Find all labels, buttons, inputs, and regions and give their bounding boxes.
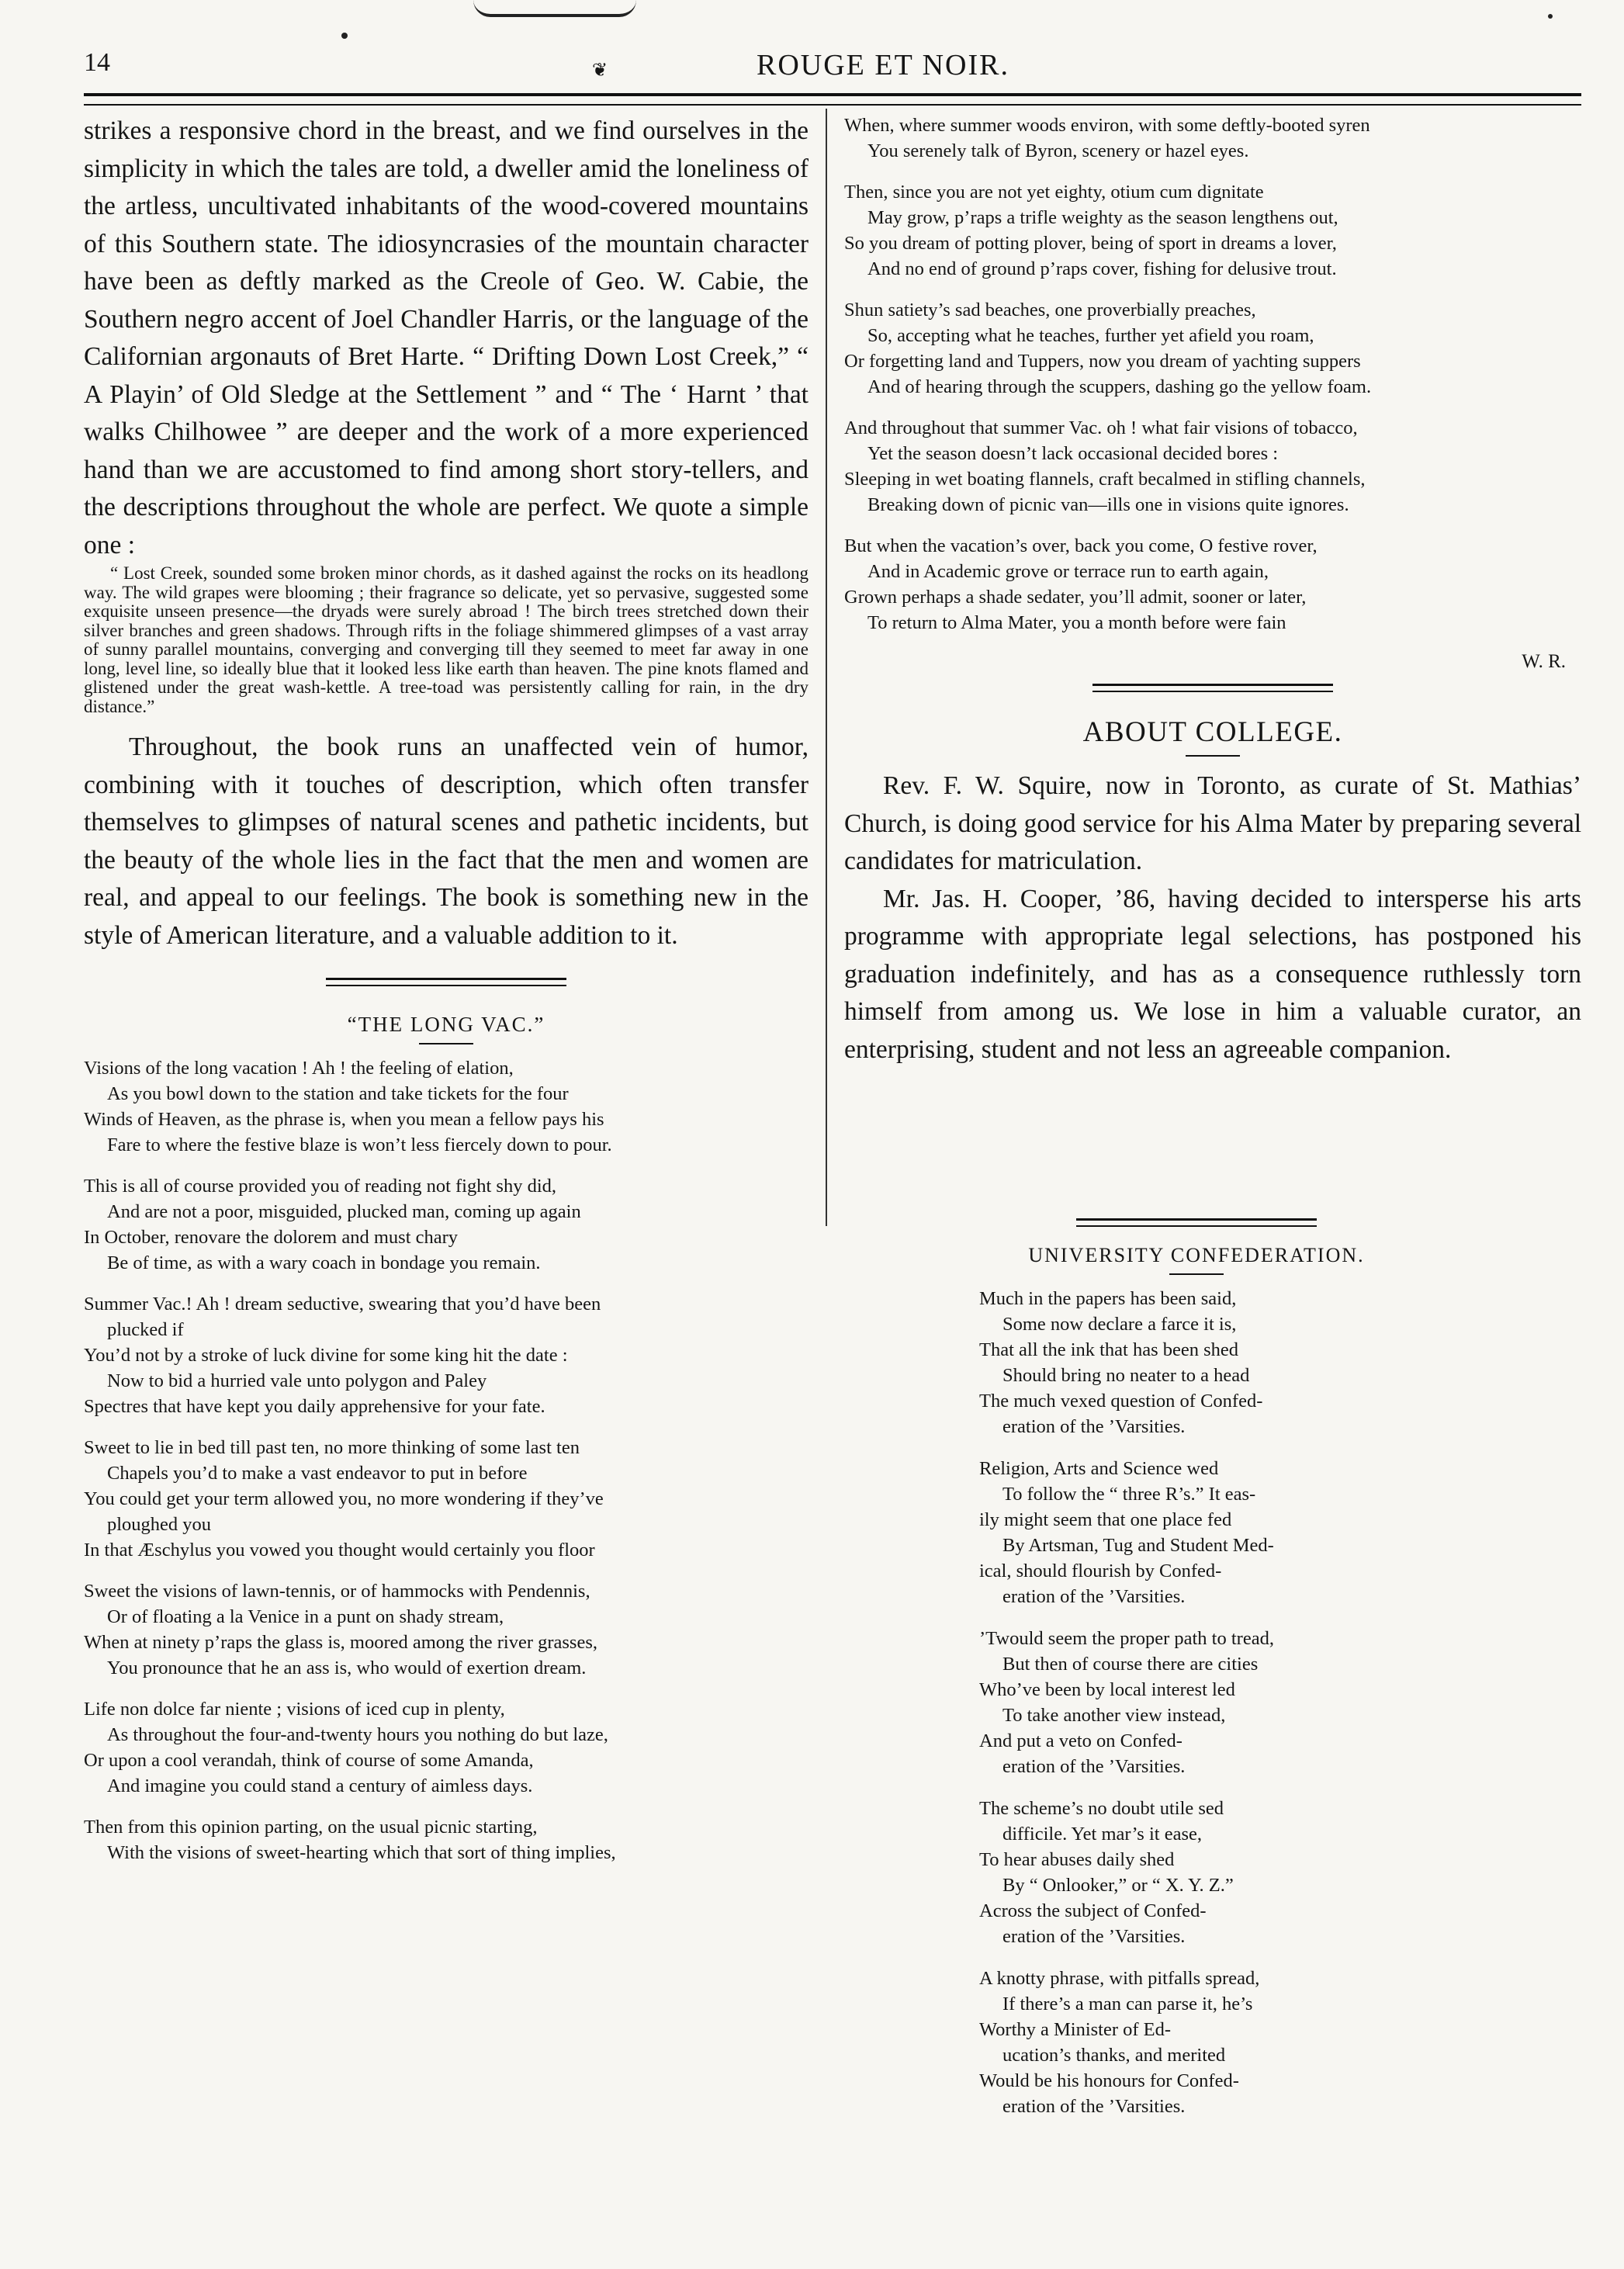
stanza <box>84 1173 809 1276</box>
poem-line: And in Academic grove or terrace run to earth again, <box>867 561 1269 582</box>
title-rule <box>1186 755 1240 757</box>
poem-title: “THE LONG VAC.” <box>347 1013 545 1036</box>
stanza <box>844 533 1581 636</box>
poem-line: Then, since you are not yet eighty, otium cum dignitate <box>844 182 1264 203</box>
stanza <box>979 1626 1414 1779</box>
poem-long-vac <box>84 1055 809 1865</box>
poem-line: eration of the ’Varsities. <box>1002 1416 1186 1437</box>
poem-line: When, where summer woods environ, with some deftly-booted syren <box>844 115 1370 136</box>
poem-line: You’d not by a stroke of luck divine for some king hit the date : <box>84 1345 568 1366</box>
poem-line: The much vexed question of Confed- <box>979 1391 1263 1412</box>
poem-line: Or upon a cool verandah, think of course of some Amanda, <box>84 1750 534 1771</box>
title-rule <box>419 1043 473 1044</box>
poem-signature: W. R. <box>1522 651 1566 672</box>
poem-line: Spectres that have kept you daily apprehensive for your fate. <box>84 1396 545 1417</box>
poem-line: Much in the papers has been said, <box>979 1288 1237 1309</box>
left-column <box>84 113 809 1881</box>
poem-line: Religion, Arts and Science wed <box>979 1458 1219 1479</box>
poem-line: With the visions of sweet-hearting which that sort of thing implies, <box>107 1842 616 1863</box>
poem-line: Be of time, as with a wary coach in bondage you remain. <box>107 1252 541 1273</box>
poem-line: ’Twould seem the proper path to tread, <box>979 1628 1274 1649</box>
confederation-poem <box>979 1218 1414 2136</box>
stanza <box>979 1796 1414 1949</box>
poem-line: Breaking down of picnic van—ills one in visions quite ignores. <box>867 494 1349 515</box>
section-rule <box>1076 1218 1317 1227</box>
print-speck <box>1548 14 1553 19</box>
poem-line: Then from this opinion parting, on the usual picnic starting, <box>84 1817 538 1838</box>
review-paragraph: strikes a responsive chord in the breast, and we find ourselves in the simplicity in which the tales are told, a dweller amid the loneliness of the artless, uncultivated inhabitants of the wood-covered mountains of this Southern state. The idiosyncrasies of the mountain character have been as deftly marked as the Creole of Geo. W. Cabie, the Southern negro accent of Joel Chandler Harris, or the language of the Californian argonauts of Bret Harte. “ Drifting Down Lost Creek,” “ A Playin’ of Old Sledge at the Settlement ” and “ The ‘ Harnt ’ that walks Chilhowee ” are deeper and the work of a more experienced hand than we are accustomed to find among short story-tellers, and the descriptions throughout the whole are perfect. We quote a simple one : <box>84 116 809 559</box>
poem-line: Would be his honours for Confed- <box>979 2070 1239 2091</box>
poem-line: So you dream of potting plover, being of sport in dreams a lover, <box>844 233 1337 254</box>
poem-line: But when the vacation’s over, back you come, O festive rover, <box>844 535 1318 556</box>
poem-line: Shun satiety’s sad beaches, one proverbially preaches, <box>844 300 1256 320</box>
stanza <box>979 1966 1414 2119</box>
poem-line: When at ninety p’raps the glass is, moored among the river grasses, <box>84 1632 598 1653</box>
poem-line: Sweet the visions of lawn-tennis, or of hammocks with Pendennis, <box>84 1581 590 1602</box>
stanza <box>84 1578 809 1681</box>
running-title: ROUGE ET NOIR. <box>756 49 1009 81</box>
poem-line: If there’s a man can parse it, he’s <box>1002 1994 1253 2014</box>
poem-line: And throughout that summer Vac. oh ! what fair visions of tobacco, <box>844 417 1358 438</box>
poem-line: Chapels you’d to make a vast endeavor to put in before <box>107 1463 528 1484</box>
poem-line: To follow the “ three R’s.” It eas- <box>1002 1484 1256 1505</box>
poem-line: Grown perhaps a shade sedater, you’ll admit, sooner or later, <box>844 587 1307 608</box>
stanza <box>979 1286 1414 1439</box>
stanza <box>844 415 1581 518</box>
poem-line: This is all of course provided you of reading not fight shy did, <box>84 1176 556 1197</box>
column-divider <box>826 109 827 1226</box>
poem-line: Or of floating a la Venice in a punt on shady stream, <box>107 1606 504 1627</box>
poem-line: ical, should flourish by Confed- <box>979 1561 1222 1581</box>
poem-line: Summer Vac.! Ah ! dream seductive, swearing that you’d have been <box>84 1294 601 1315</box>
page-number: 14 <box>84 48 110 77</box>
header-ornament-mark: ❦ <box>592 61 608 81</box>
poem-line: And put a veto on Confed- <box>979 1730 1183 1751</box>
poem-line: eration of the ’Varsities. <box>1002 1756 1186 1777</box>
poem-line: To take another view instead, <box>1002 1705 1226 1726</box>
poem-line: To hear abuses daily shed <box>979 1849 1175 1870</box>
poem-line: That all the ink that has been shed <box>979 1339 1239 1360</box>
poem-line: eration of the ’Varsities. <box>1002 1926 1186 1947</box>
poem-line: And are not a poor, misguided, plucked man, coming up again <box>107 1201 581 1222</box>
poem-line: Sweet to lie in bed till past ten, no more thinking of some last ten <box>84 1437 580 1458</box>
header-ornament <box>473 0 636 17</box>
poem-line: In that Æschylus you vowed you thought would certainly you floor <box>84 1540 595 1561</box>
poem-line: To return to Alma Mater, you a month before were fain <box>867 612 1286 633</box>
poem-line: In October, renovare the dolorem and must chary <box>84 1227 459 1248</box>
poem-line: As you bowl down to the station and take tickets for the four <box>107 1083 569 1104</box>
poem-line: Visions of the long vacation ! Ah ! the feeling of elation, <box>84 1058 514 1079</box>
right-column <box>844 113 1581 1069</box>
stanza <box>844 297 1581 400</box>
confederation-stanzas <box>979 1286 1414 2119</box>
poem-line: So, accepting what he teaches, further yet afield you roam, <box>867 325 1314 346</box>
confederation-title: UNIVERSITY CONFEDERATION. <box>1028 1244 1365 1266</box>
news-item-squire: Rev. F. W. Squire, now in Toronto, as curate of St. Mathias’ Church, is doing good service for his Alma Mater by preparing several candidates for matriculation. <box>844 771 1581 875</box>
poem-line: difficile. Yet mar’s it ease, <box>1002 1824 1202 1845</box>
poem-line: By “ Onlooker,” or “ X. Y. Z.” <box>1002 1875 1234 1896</box>
section-rule <box>1092 684 1333 692</box>
book-quotation: “ Lost Creek, sounded some broken minor chords, as it dashed against the rocks on its headlong way. The wild grapes were blooming ; their fragrance so delicate, yet so pervasive, suggested some exquisite unseen presence—the dryads were surely abroad ! The birch trees stretched down their silver branches and green shadows. Through rifts in the foliage shimmered glimpses of a vast array of sunny parallel mountains, converging and converging till they seemed to meet far away in one long, level line, so ideally blue that it looked less like earth than heaven. The pine knots flamed and glistened under the great wash-kettle. A tree-toad was persistently calling for rain, in the dry distance.” <box>84 563 809 716</box>
poem-line: May grow, p’raps a trifle weighty as the season lengthens out, <box>867 207 1338 228</box>
section-rule <box>326 978 566 986</box>
poem-line: Should bring no neater to a head <box>1002 1365 1250 1386</box>
poem-line: You serenely talk of Byron, scenery or hazel eyes. <box>867 140 1249 161</box>
stanza <box>979 1456 1414 1609</box>
poem-line: Sleeping in wet boating flannels, craft becalmed in stifling channels, <box>844 469 1366 490</box>
review-closing-paragraph: Throughout, the book runs an unaffected vein of humor, combining with it touches of description, which often transfer themselves to glimpses of natural scenes and pathetic incidents, but the beauty of the whole lies in the fact that the men and women are real, and appeal to our feelings. The book is something new in the style of American literature, and a valuable addition to it. <box>84 733 809 950</box>
poem-line: Or forgetting land and Tuppers, now you dream of yachting suppers <box>844 351 1361 372</box>
poem-line: And no end of ground p’raps cover, fishing for delusive trout. <box>867 258 1337 279</box>
poem-line: You pronounce that he an ass is, who would of exertion dream. <box>107 1658 587 1678</box>
poem-line: The scheme’s no doubt utile sed <box>979 1798 1224 1819</box>
page-header <box>84 48 1581 95</box>
stanza <box>84 1291 809 1419</box>
poem-line: A knotty phrase, with pitfalls spread, <box>979 1968 1260 1989</box>
poem-long-vac-continued <box>844 113 1581 636</box>
poem-line: Who’ve been by local interest led <box>979 1679 1235 1700</box>
poem-line: eration of the ’Varsities. <box>1002 2096 1186 2117</box>
poem-line: Across the subject of Confed- <box>979 1900 1207 1921</box>
poem-line: Yet the season doesn’t lack occasional decided bores : <box>867 443 1279 464</box>
poem-line: Fare to where the festive blaze is won’t less fiercely down to pour. <box>107 1134 612 1155</box>
poem-line: Winds of Heaven, as the phrase is, when you mean a fellow pays his <box>84 1109 604 1130</box>
section-title: ABOUT COLLEGE. <box>1082 716 1343 748</box>
print-speck <box>341 33 348 39</box>
poem-line: plucked if <box>107 1319 184 1340</box>
stanza <box>844 179 1581 282</box>
poem-line: Life non dolce far niente ; visions of iced cup in plenty, <box>84 1699 505 1720</box>
poem-line: And of hearing through the scuppers, dashing go the yellow foam. <box>867 376 1372 397</box>
poem-line: Some now declare a farce it is, <box>1002 1314 1237 1335</box>
header-rule <box>84 93 1581 106</box>
poem-line: But then of course there are cities <box>1002 1654 1259 1675</box>
stanza <box>844 113 1581 164</box>
poem-line: You could get your term allowed you, no more wondering if they’ve <box>84 1488 604 1509</box>
stanza <box>84 1435 809 1563</box>
poem-line: And imagine you could stand a century of aimless days. <box>107 1775 533 1796</box>
news-item-cooper: Mr. Jas. H. Cooper, ’86, having decided to intersperse his arts programme with appropriate legal selections, has postponed his graduation indefinitely, and has as a consequence ruthlessly torn himself from among us. We lose in him a valuable curator, an enterprising, student and not less an agreeable companion. <box>844 884 1581 1064</box>
poem-line: Now to bid a hurried vale unto polygon and Paley <box>107 1370 487 1391</box>
stanza <box>84 1055 809 1158</box>
poem-line: As throughout the four-and-twenty hours you nothing do but laze, <box>107 1724 608 1745</box>
poem-line: eration of the ’Varsities. <box>1002 1586 1186 1607</box>
stanza <box>84 1696 809 1799</box>
poem-line: ucation’s thanks, and merited <box>1002 2045 1226 2066</box>
poem-line: ily might seem that one place fed <box>979 1509 1232 1530</box>
poem-line: ploughed you <box>107 1514 212 1535</box>
stanza <box>84 1814 809 1865</box>
poem-line: By Artsman, Tug and Student Med- <box>1002 1535 1274 1556</box>
poem-line: Worthy a Minister of Ed- <box>979 2019 1172 2040</box>
title-rule <box>1169 1273 1224 1275</box>
